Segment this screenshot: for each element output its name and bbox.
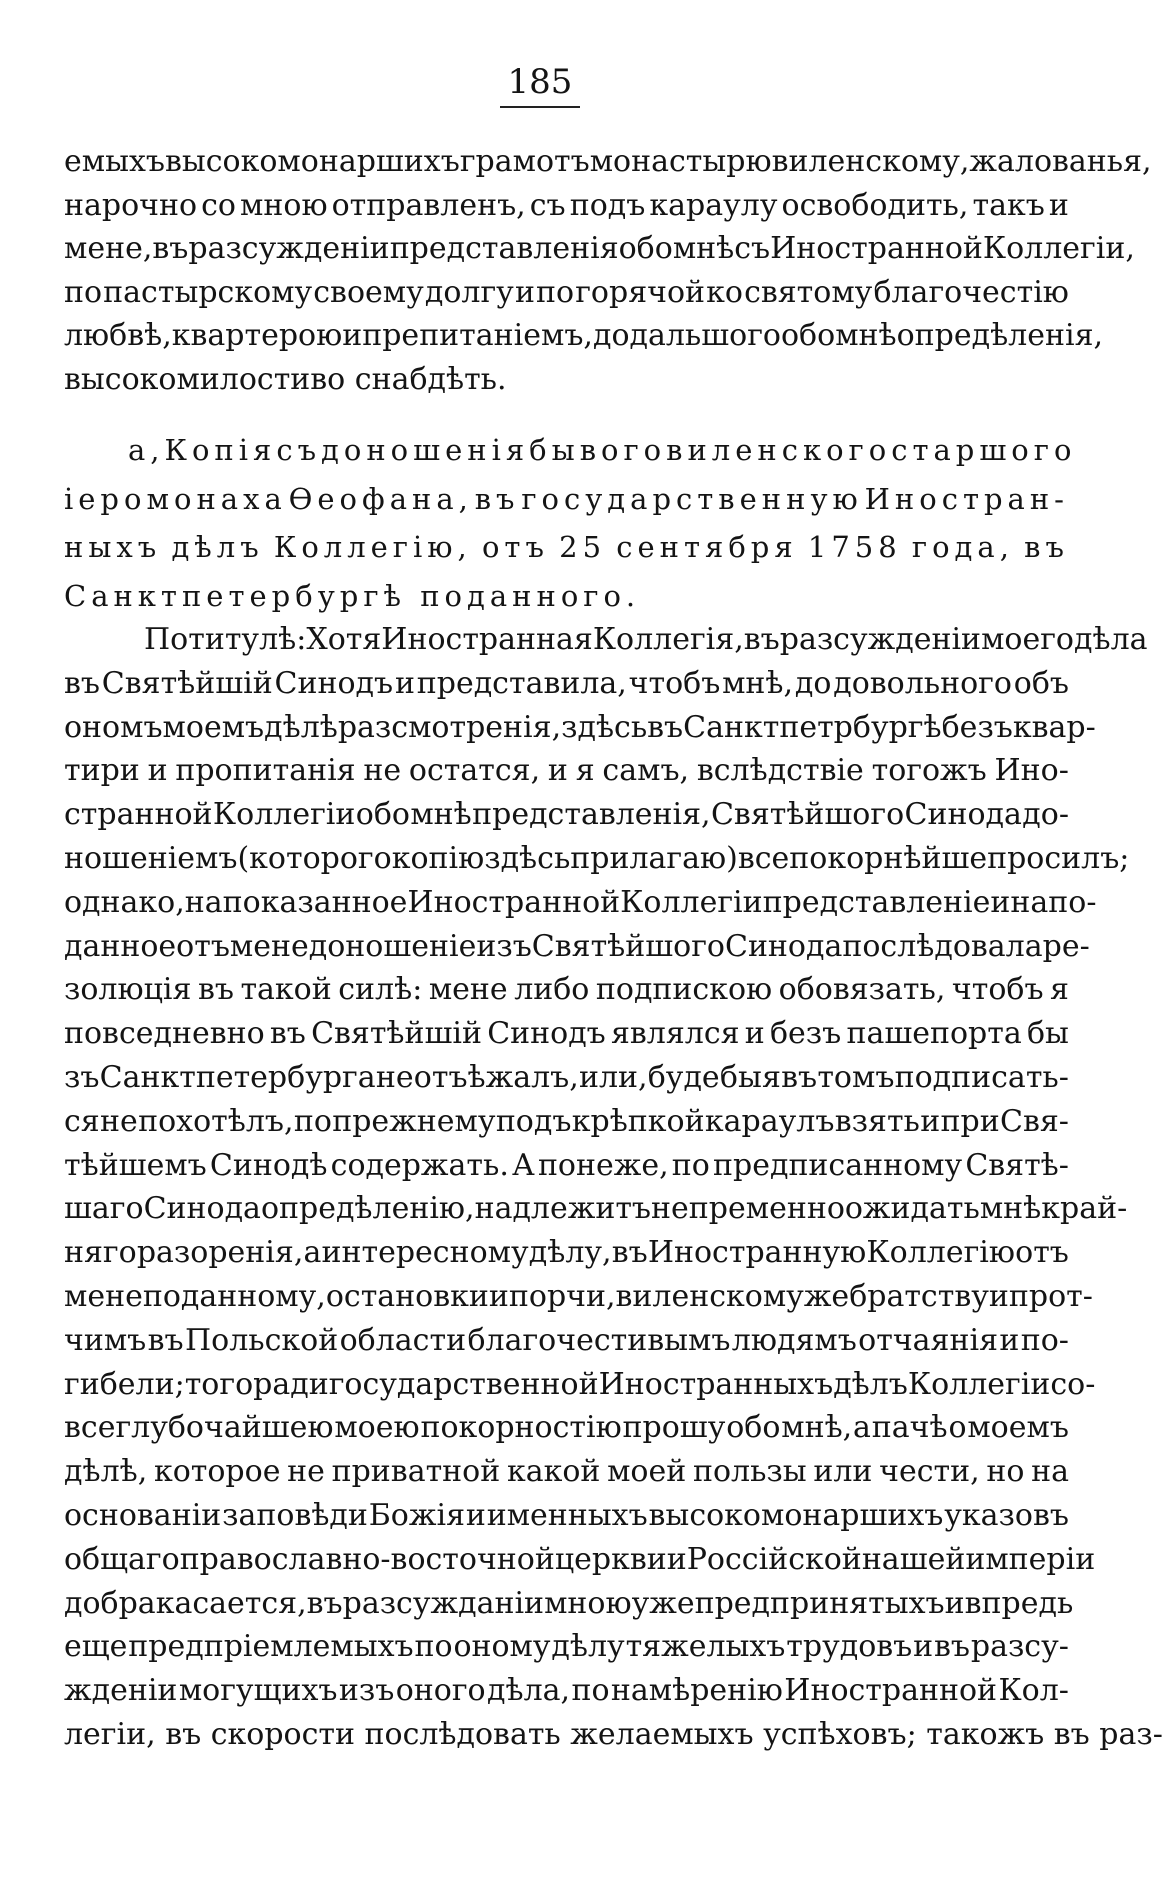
text-line: легіи, въ скорости послѣдовать желаемыхъ успѣховъ; такожъ въ раз- [64, 1716, 1163, 1752]
paragraph-continuation [64, 140, 1152, 402]
text-line: зъ Санктпетербурга не отъѣжалъ, или, буде бы я въ томъ подписать- [64, 1059, 1069, 1095]
text-line: нарочно со мною отправленъ, съ подъ караулу освободить, такъ и [64, 187, 1069, 223]
text-line: ономъ моемъ дѣлѣ разсмотренія, здѣсь въ Санктпетрбургѣ безъ квар- [64, 709, 1096, 745]
text-line: емыхъ высокомонаршихъ грамотъ монастырю виленскому, жалованья, [64, 144, 1152, 179]
text-line: По титулѣ: Хотя Иностранная Коллегія, въ разсужденіи моего дѣла [144, 622, 1148, 657]
text-line: ся не похотѣлъ, по прежнему подъ крѣпкой караулъ взять и при Свя- [64, 1103, 1069, 1139]
text-line: тѣйшемъ Синодѣ содержать. А понеже, по предписанному Святѣ- [64, 1147, 1069, 1183]
text-line: добра касается, въ разсужданіи мною уже предпринятыхъ и впредь [64, 1585, 1074, 1621]
text-line: чимъ въ Польской области благочестивымъ людямъ отчаянія и по- [64, 1322, 1069, 1358]
text-line: ношеніемъ (которого копію здѣсь прилагаю) всепокорнѣйше просилъ; [64, 840, 1130, 876]
text-line: жденіи могущихъ изъ оного дѣла, по намѣренію Иностранной Кол- [64, 1673, 1069, 1709]
heading-line: а, Копія съ доношенія бывого виленского старшого [128, 433, 1077, 467]
document-body [64, 618, 1163, 1757]
text-line: еще предпріемлемыхъ по оному дѣлу тяжелыхъ трудовъ и въ разсу- [64, 1629, 1069, 1665]
heading-line: Санктпетербургѣ поданного. [64, 578, 641, 613]
text-line: тири и пропитанія не остатся, и я самъ, вслѣдствіе тогожъ Ино- [64, 753, 1069, 789]
text-line: данное отъ мене доношеніе изъ Святѣйшого Синода послѣдовала ре- [64, 928, 1090, 964]
document-heading [64, 426, 1077, 620]
text-line: однако, на показанное Иностранной Коллегіи представленіе и на по- [64, 884, 1097, 920]
text-line: въ Святѣйшій Синодъ и представила, чтобъ мнѣ, до довольного объ [64, 665, 1069, 701]
text-line: любвѣ, квартерою и препитаніемъ, до дальшого обо мнѣ опредѣленія, [64, 318, 1104, 354]
text-line: общаго православно-восточной церкви и Россійской нашей имперіи [64, 1541, 1096, 1577]
text-line: мене, въ разсужденіи представленія обо мнѣ съ Иностранной Коллегіи, [64, 231, 1135, 267]
text-line: шаго Синода опредѣленію, надлежитъ непременно ожидать мнѣ край- [64, 1191, 1128, 1227]
text-line: няго разоренія, а интересному дѣлу, въ Иностранную Коллегію отъ [64, 1235, 1069, 1271]
text-line: дѣлѣ, которое не приватной какой моей пользы или чести, но на [64, 1454, 1069, 1490]
text-line: всеглубочайшею моею покорностію прошу обо мнѣ, а пачѣ о моемъ [64, 1410, 1069, 1446]
text-line: золюція въ такой силѣ: мене либо подпискою обовязать, чтобъ я [64, 972, 1069, 1008]
heading-line: іеромонаха Ѳеофана, въ государственную Иностран- [64, 481, 1069, 516]
text-line: странной Коллегіи обо мнѣ представленія, Святѣйшого Синода до- [64, 797, 1069, 833]
text-line: повседневно въ Святѣйшій Синодъ являлся и безъ пашепорта бы [64, 1016, 1069, 1052]
text-line: гибели; того ради государственной Иностранныхъ дѣлъ Коллегіи со- [64, 1366, 1096, 1402]
text-line: мене поданному, остановки и порчи, виленскому же братству и прот- [64, 1278, 1093, 1314]
page-number: 185 [500, 62, 580, 108]
text-line: высокомилостиво снабдѣть. [64, 361, 507, 397]
text-line: основаніи заповѣди Божія и именныхъ высокомонаршихъ указовъ [64, 1497, 1069, 1533]
heading-line: ныхъ дѣлъ Коллегію, отъ 25 сентября 1758 года, въ [64, 530, 1069, 564]
text-line: по пастырскому своему долгу и по горячой ко святому благочестію [64, 274, 1069, 310]
